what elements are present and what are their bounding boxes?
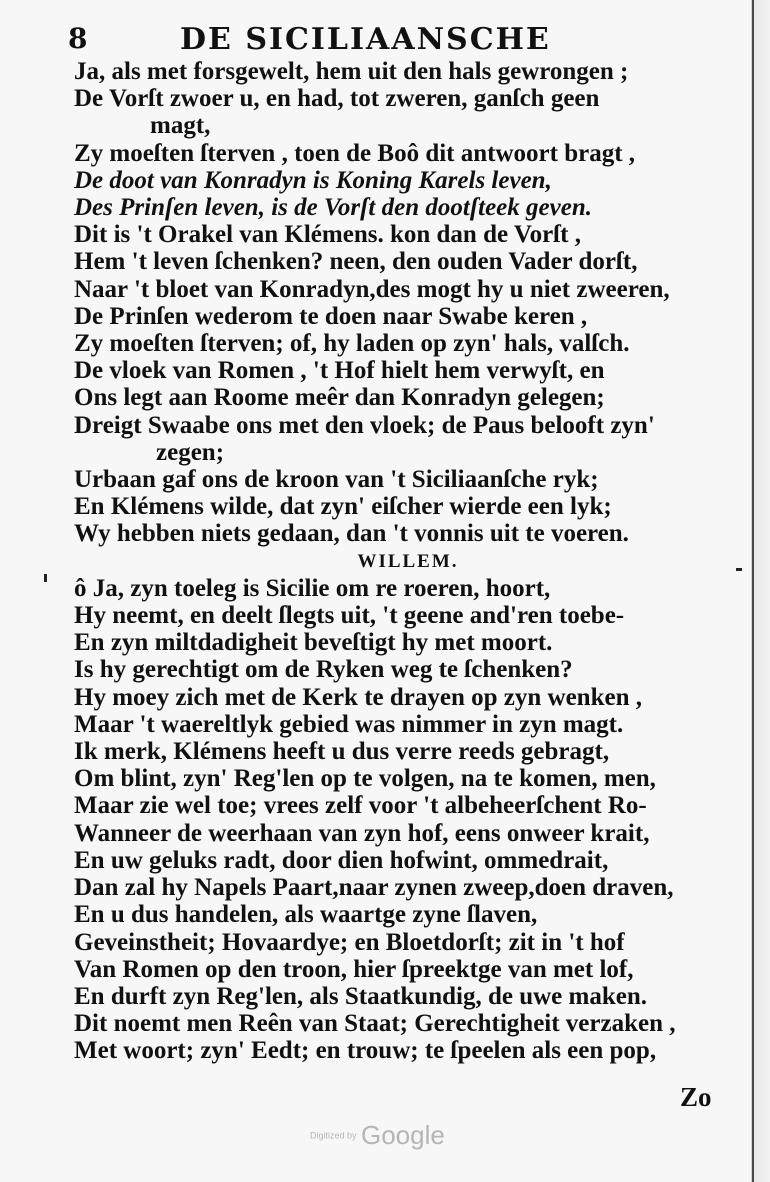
verse-line: Om blint, zyn' Reg'len op te volgen, na te komen, men,	[74, 765, 656, 793]
verse-line: En Klémens wilde, dat zyn' eiſcher wierde een lyk;	[74, 493, 612, 521]
verse-line: En u dus handelen, als waartge zyne ſlaven,	[74, 901, 538, 929]
verse-line: Geveinstheit; Hovaardye; en Bloetdorſt; zit in 't hof	[74, 928, 625, 956]
verse-line: Van Romen op den troon, hier ſpreektge van met lof,	[74, 955, 634, 983]
verse-line: Hem 't leven ſchenken? neen, den ouden Vader dorſt,	[74, 248, 638, 276]
verse-line: Zy moeſten ſterven , toen de Boô dit antwoort bragt ,	[74, 139, 636, 167]
verse-line: De vloek van Romen , 't Hof hielt hem verwyſt, en	[74, 357, 605, 385]
verse-line: Ja, als met forsgewelt, hem uit den hals gewrongen ;	[74, 58, 629, 85]
digitized-watermark	[310, 1120, 445, 1150]
verse-line-italic: Des Prinſen leven, is de Vorſt den dootſteek geven.	[74, 194, 592, 222]
verse-line: Met woort; zyn' Eedt; en trouw; te ſpeelen als een pop,	[74, 1037, 657, 1065]
verse-line: De Vorſt zwoer u, en had, tot zweren, ganſch geen	[74, 85, 600, 113]
google-logo: Google	[360, 1120, 445, 1150]
verse-line: Is hy gerechtigt om de Ryken weg te ſchenken?	[74, 656, 573, 684]
watermark-prefix: Digitized by	[310, 1130, 357, 1141]
verse-line: Maar zie wel toe; vrees zelf voor 't albeheerſchent Ro-	[74, 792, 647, 820]
speaker-name: WILLEM.	[357, 550, 459, 572]
catchword: Zo	[680, 1082, 712, 1112]
verse-line: Wanneer de weerhaan van zyn hof, eens onweer krait,	[74, 819, 650, 847]
verse-line: Urbaan gaf ons de kroon van 't Siciliaanſche ryk;	[74, 466, 599, 494]
verse-line: En zyn miltdadigheit beveſtigt hy met moort.	[74, 629, 553, 657]
verse-line-continuation: zegen;	[156, 438, 225, 466]
page-number: 8	[68, 22, 88, 55]
verse-line: Naar 't bloet van Konradyn,des mogt hy u niet zweeren,	[74, 275, 670, 303]
verse-line: Zy moeſten ſterven; of, hy laden op zyn' hals, valſch.	[74, 330, 630, 358]
verse-line: Wy hebben niets gedaan, dan 't vonnis uit te voeren.	[74, 520, 629, 548]
page-header	[68, 22, 688, 58]
verse-line: Dit is 't Orakel van Klémens. kon dan de Vorſt ,	[74, 221, 581, 249]
verse-line: Dreigt Swaabe ons met den vloek; de Paus belooft zyn'	[74, 411, 655, 439]
verse-line-italic: De doot van Konradyn is Koning Karels leven,	[74, 166, 552, 194]
verse-line: En uw geluks radt, door dien hofwint, ommedrait,	[74, 846, 609, 874]
page-edge-line	[752, 0, 754, 1182]
margin-mark	[44, 574, 47, 582]
verse-line: Ons legt aan Roome meêr dan Konradyn gelegen;	[74, 384, 605, 412]
verse-line: Dan zal hy Napels Paart,naar zynen zweep,doen draven,	[74, 874, 674, 902]
verse-line: Maar 't waereltlyk gebied was nimmer in zyn magt.	[74, 710, 624, 738]
running-head: DE SICILIAANSCHE	[180, 22, 551, 57]
verse-line: En durft zyn Reg'len, als Staatkundig, de uwe maken.	[74, 982, 647, 1010]
verse-line: Hy neemt, en deelt ſlegts uit, 't geene and'ren toebe-	[74, 602, 625, 630]
verse-line: De Prinſen wederom te doen naar Swabe keren ,	[74, 302, 588, 330]
verse-text	[74, 58, 714, 1065]
verse-line: Hy moey zich met de Kerk te drayen op zyn wenken ,	[74, 683, 642, 711]
margin-mark	[736, 568, 742, 571]
verse-line-continuation: magt,	[150, 112, 211, 140]
verse-line: Ik merk, Klémens heeft u dus verre reeds gebragt,	[74, 738, 610, 766]
verse-line: ô Ja, zyn toeleg is Sicilie om re roeren, hoort,	[74, 574, 551, 602]
verse-line: Dit noemt men Reên van Staat; Gerechtigheit verzaken ,	[74, 1010, 676, 1038]
